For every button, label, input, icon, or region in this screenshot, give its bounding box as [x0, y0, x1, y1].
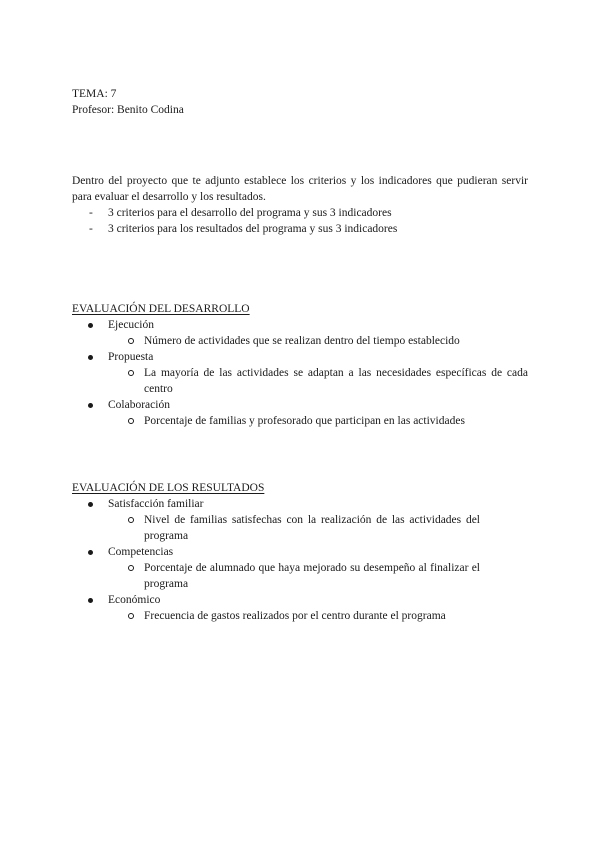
criteria-list: [72, 496, 528, 624]
section-title-desarrollo: EVALUACIÓN DEL DESARROLLO: [72, 303, 250, 315]
indicator-text: La mayoría de las actividades se adaptan a las necesidades específicas de cada centro: [144, 367, 528, 395]
criterion-label: Colaboración: [108, 399, 170, 411]
indicator-item: [72, 413, 528, 429]
document-page: [72, 86, 528, 624]
section-resultados: [72, 480, 528, 624]
criterion-label: Económico: [108, 594, 161, 606]
dash-marker: -: [89, 223, 93, 235]
intro-list-item: [72, 205, 528, 221]
criterion-item: [72, 397, 528, 429]
bullet-circle-icon: [128, 418, 134, 424]
indicator-item: [72, 333, 528, 349]
indicator-text: Porcentaje de alumnado que haya mejorado su desempeño al finalizar el programa: [144, 562, 480, 590]
indicator-text: Frecuencia de gastos realizados por el centro durante el programa: [144, 610, 446, 622]
criterion-item: [72, 349, 528, 397]
intro-list-text: 3 criterios para el desarrollo del programa y sus 3 indicadores: [108, 207, 392, 219]
bullet-circle-icon: [128, 338, 134, 344]
criterion-label: Competencias: [108, 546, 174, 558]
bullet-circle-icon: [128, 565, 134, 571]
indicator-text: Porcentaje de familias y profesorado que participan en las actividades: [144, 415, 465, 427]
bullet-circle-icon: [128, 613, 134, 619]
indicator-item: [72, 365, 528, 397]
intro-list-text: 3 criterios para los resultados del programa y sus 3 indicadores: [108, 223, 398, 235]
criteria-list: [72, 317, 528, 429]
topic-line: TEMA: 7: [72, 88, 117, 100]
criterion-label: Satisfacción familiar: [108, 498, 204, 510]
criterion-label: Ejecución: [108, 319, 154, 331]
intro-list-item: [72, 221, 528, 237]
bullet-disc-icon: [88, 403, 93, 408]
dash-marker: -: [89, 207, 93, 219]
bullet-disc-icon: [88, 502, 93, 507]
criterion-item: [72, 544, 528, 592]
bullet-disc-icon: [88, 355, 93, 360]
indicator-item: [72, 560, 528, 592]
criterion-label: Propuesta: [108, 351, 154, 363]
indicator-item: [72, 608, 528, 624]
teacher-line: Profesor: Benito Codina: [72, 104, 184, 116]
indicator-text: Nivel de familias satisfechas con la realización de las actividades del programa: [144, 514, 480, 542]
section-title-resultados: EVALUACIÓN DE LOS RESULTADOS: [72, 482, 265, 494]
header-block: [72, 86, 528, 118]
section-desarrollo: [72, 301, 528, 429]
criterion-item: [72, 592, 528, 624]
intro-block: [72, 173, 528, 237]
intro-list: [72, 205, 528, 237]
bullet-disc-icon: [88, 550, 93, 555]
criterion-item: [72, 496, 528, 544]
bullet-disc-icon: [88, 323, 93, 328]
indicator-item: [72, 512, 528, 544]
intro-paragraph: Dentro del proyecto que te adjunto establece los criterios y los indicadores que pudieran servir para evaluar el desarrollo y los resultados.: [72, 175, 528, 203]
bullet-disc-icon: [88, 598, 93, 603]
criterion-item: [72, 317, 528, 349]
bullet-circle-icon: [128, 370, 134, 376]
bullet-circle-icon: [128, 517, 134, 523]
indicator-text: Número de actividades que se realizan dentro del tiempo establecido: [144, 335, 460, 347]
